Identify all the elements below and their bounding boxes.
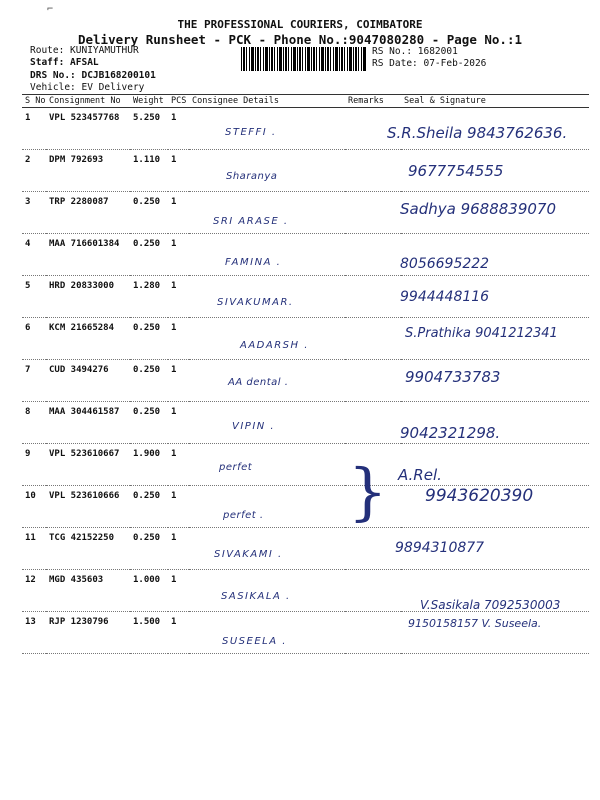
consignment-cell: MAA 716601384 xyxy=(46,234,130,276)
signature: A.Rel. xyxy=(398,466,442,484)
table-row xyxy=(22,276,589,318)
table-row xyxy=(22,528,589,570)
signature: 9677754555 xyxy=(408,162,504,180)
runsheet-table xyxy=(22,94,589,654)
consignee-name: AADARSH . xyxy=(240,340,309,351)
signature: 9894310877 xyxy=(395,540,485,556)
consignee-name: VIPIN . xyxy=(232,421,276,432)
grouping-brace: } xyxy=(348,455,388,528)
sno-cell: 3 xyxy=(22,192,46,234)
table-row xyxy=(22,360,589,402)
column-header-consignee: Consignee Details xyxy=(189,95,345,108)
drs-number: DRS No.: DCJB168200101 xyxy=(30,70,156,81)
consignment-cell: DPM 792693 xyxy=(46,150,130,192)
sno-cell: 2 xyxy=(22,150,46,192)
weight-cell: 0.250 xyxy=(130,318,168,360)
signature: S.Prathika 9041212341 xyxy=(405,326,558,341)
sno-cell: 10 xyxy=(22,486,46,528)
sno-cell: 11 xyxy=(22,528,46,570)
consignment-cell: VPL 523457768 xyxy=(46,108,130,150)
consignment-cell: MGD 435603 xyxy=(46,570,130,612)
weight-cell: 0.250 xyxy=(130,528,168,570)
runsheet-subtitle: Delivery Runsheet - PCK - Phone No.:9047080280 - Page No.:1 xyxy=(77,32,522,47)
signature: Sadhya 9688839070 xyxy=(400,200,557,218)
consignee-name: SIVAKAMI . xyxy=(214,549,283,560)
consignee-name: Sharanya xyxy=(226,171,278,182)
rs-date: RS Date: 07-Feb-2026 xyxy=(372,58,487,69)
weight-cell: 1.110 xyxy=(130,150,168,192)
consignee-name: SASIKALA . xyxy=(221,591,291,602)
signature: S.R.Sheila 9843762636. xyxy=(387,124,568,142)
table-row xyxy=(22,150,589,192)
pcs-cell: 1 xyxy=(168,150,189,192)
weight-cell: 0.250 xyxy=(130,192,168,234)
signature: 9904733783 xyxy=(405,368,501,386)
pcs-cell: 1 xyxy=(168,612,189,654)
consignee-name: SRI ARASE . xyxy=(213,216,289,227)
consignee-name: perfet . xyxy=(223,510,264,521)
sno-cell: 8 xyxy=(22,402,46,444)
signature: 8056695222 xyxy=(400,256,490,272)
barcode xyxy=(241,47,366,71)
sno-cell: 7 xyxy=(22,360,46,402)
sno-cell: 1 xyxy=(22,108,46,150)
consignee-name: STEFFI . xyxy=(225,127,277,138)
pcs-cell: 1 xyxy=(168,234,189,276)
consignment-cell: TRP 2280087 xyxy=(46,192,130,234)
table-header xyxy=(22,95,589,108)
signature: 9943620390 xyxy=(425,486,534,506)
rs-number: RS No.: 1682001 xyxy=(372,46,458,57)
consignee-name: perfet xyxy=(219,462,253,473)
weight-cell: 1.280 xyxy=(130,276,168,318)
weight-cell: 5.250 xyxy=(130,108,168,150)
sno-cell: 9 xyxy=(22,444,46,486)
signature: 9042321298. xyxy=(400,424,501,442)
weight-cell: 0.250 xyxy=(130,360,168,402)
consignee-name: AA dental . xyxy=(228,377,289,388)
table-row xyxy=(22,444,589,486)
consignment-cell: VPL 523610667 xyxy=(46,444,130,486)
consignment-cell: KCM 21665284 xyxy=(46,318,130,360)
pcs-cell: 1 xyxy=(168,318,189,360)
sno-cell: 12 xyxy=(22,570,46,612)
scan-mark: ⌐ xyxy=(47,4,54,15)
consignment-cell: VPL 523610666 xyxy=(46,486,130,528)
sno-cell: 13 xyxy=(22,612,46,654)
vehicle-label: Vehicle: EV Delivery xyxy=(30,82,145,93)
signature: 9944448116 xyxy=(400,289,490,305)
pcs-cell: 1 xyxy=(168,276,189,318)
sno-cell: 5 xyxy=(22,276,46,318)
weight-cell: 1.500 xyxy=(130,612,168,654)
consignee-name: SIVAKUMAR. xyxy=(217,297,294,308)
pcs-cell: 1 xyxy=(168,360,189,402)
pcs-cell: 1 xyxy=(168,486,189,528)
pcs-cell: 1 xyxy=(168,192,189,234)
weight-cell: 1.900 xyxy=(130,444,168,486)
column-header-consignment: Consignment No xyxy=(46,95,130,108)
signature: 9150158157 V. Suseela. xyxy=(408,617,542,630)
weight-cell: 0.250 xyxy=(130,402,168,444)
consignment-cell: TCG 42152250 xyxy=(46,528,130,570)
consignment-cell: RJP 1230796 xyxy=(46,612,130,654)
column-header-remarks: Remarks xyxy=(345,95,401,108)
pcs-cell: 1 xyxy=(168,108,189,150)
weight-cell: 1.000 xyxy=(130,570,168,612)
company-title: THE PROFESSIONAL COURIERS, COIMBATORE xyxy=(177,18,423,31)
consignment-cell: MAA 304461587 xyxy=(46,402,130,444)
consignee-name: SUSEELA . xyxy=(222,636,287,647)
pcs-cell: 1 xyxy=(168,528,189,570)
column-header-signature: Seal & Signature xyxy=(401,95,589,108)
sno-cell: 6 xyxy=(22,318,46,360)
consignment-cell: CUD 3494276 xyxy=(46,360,130,402)
column-header-weight: Weight xyxy=(130,95,168,108)
column-header-sno: S No xyxy=(22,95,46,108)
pcs-cell: 1 xyxy=(168,402,189,444)
sno-cell: 4 xyxy=(22,234,46,276)
pcs-cell: 1 xyxy=(168,444,189,486)
route-label: Route: KUNIYAMUTHUR xyxy=(30,45,139,56)
signature: V.Sasikala 7092530003 xyxy=(420,598,561,612)
column-header-pcs: PCS xyxy=(168,95,189,108)
weight-cell: 0.250 xyxy=(130,486,168,528)
weight-cell: 0.250 xyxy=(130,234,168,276)
table-row xyxy=(22,402,589,444)
consignment-cell: HRD 20833000 xyxy=(46,276,130,318)
pcs-cell: 1 xyxy=(168,570,189,612)
staff-label: Staff: AFSAL xyxy=(30,57,99,68)
consignee-name: FAMINA . xyxy=(225,257,282,268)
table-row xyxy=(22,234,589,276)
